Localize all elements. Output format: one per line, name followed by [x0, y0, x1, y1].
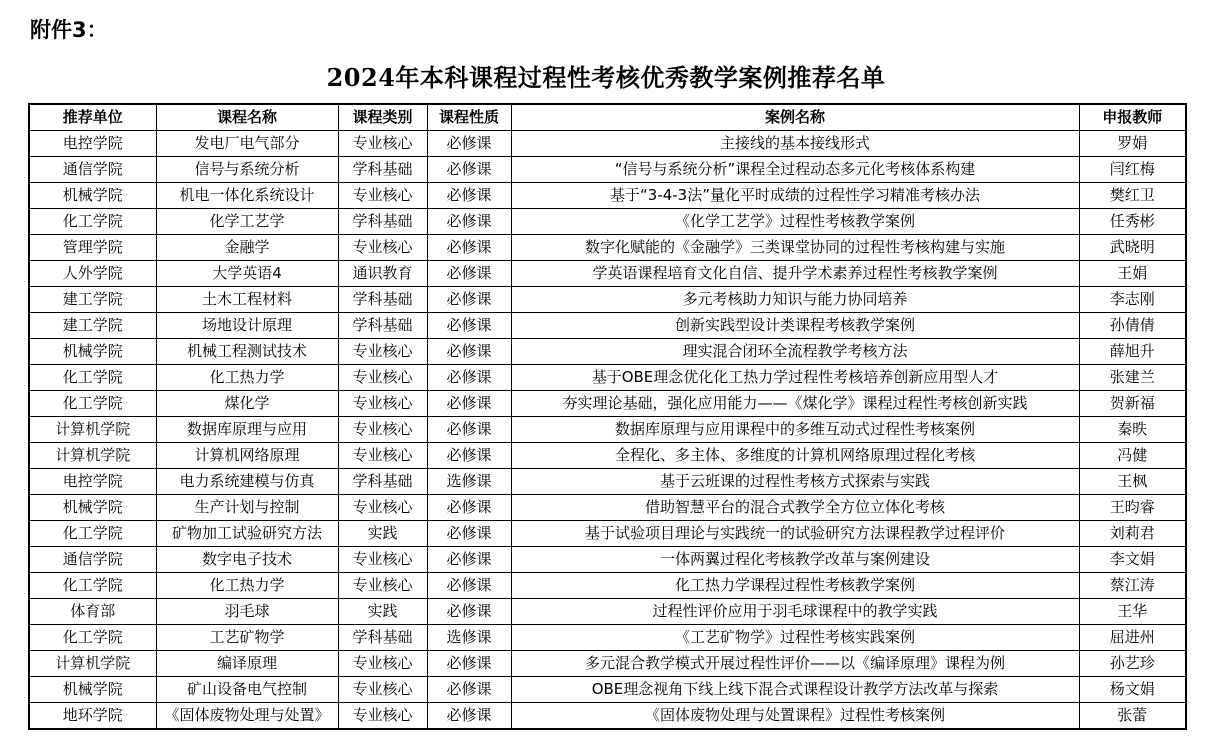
table-cell: 化工热力学课程过程性考核教学案例	[511, 573, 1079, 599]
table-cell: 人外学院	[29, 261, 156, 287]
table-cell: 土木工程材料	[156, 287, 338, 313]
table-cell: 学科基础	[338, 157, 427, 183]
table-cell: 地环学院	[29, 703, 156, 730]
table-cell: 基于OBE理念优化化工热力学过程性考核培养创新应用型人才	[511, 365, 1079, 391]
table-cell: 信号与系统分析	[156, 157, 338, 183]
table-cell: 王枫	[1079, 469, 1186, 495]
table-cell: 必修课	[427, 209, 511, 235]
table-cell: 任秀彬	[1079, 209, 1186, 235]
table-cell: 夯实理论基础，强化应用能力——《煤化学》课程过程性考核创新实践	[511, 391, 1079, 417]
table-cell: 闫红梅	[1079, 157, 1186, 183]
table-row	[29, 365, 1186, 391]
column-header: 推荐单位	[29, 104, 156, 131]
table-cell: 实践	[338, 521, 427, 547]
table-cell: 机电一体化系统设计	[156, 183, 338, 209]
table-cell: 计算机网络原理	[156, 443, 338, 469]
table-cell: 化工学院	[29, 209, 156, 235]
table-cell: 专业核心	[338, 365, 427, 391]
table-row	[29, 547, 1186, 573]
table-cell: 数据库原理与应用课程中的多维互动式过程性考核案例	[511, 417, 1079, 443]
table-cell: 理实混合闭环全流程教学考核方法	[511, 339, 1079, 365]
table-cell: 计算机学院	[29, 417, 156, 443]
table-cell: 必修课	[427, 521, 511, 547]
table-cell: 通信学院	[29, 547, 156, 573]
table-cell: 杨文娟	[1079, 677, 1186, 703]
table-cell: 数字化赋能的《金融学》三类课堂协同的过程性考核构建与实施	[511, 235, 1079, 261]
table-cell: 王华	[1079, 599, 1186, 625]
table-cell: 建工学院	[29, 287, 156, 313]
table-cell: 通信学院	[29, 157, 156, 183]
table-cell: 化工学院	[29, 391, 156, 417]
page-title: 2024年本科课程过程性考核优秀教学案例推荐名单	[326, 63, 886, 92]
table-row	[29, 339, 1186, 365]
table-cell: OBE理念视角下线上线下混合式课程设计教学方法改革与探索	[511, 677, 1079, 703]
table-cell: 生产计划与控制	[156, 495, 338, 521]
table-cell: 王娟	[1079, 261, 1186, 287]
table-cell: 大学英语4	[156, 261, 338, 287]
table-cell: 学科基础	[338, 625, 427, 651]
table-cell: 必修课	[427, 599, 511, 625]
table-cell: 管理学院	[29, 235, 156, 261]
table-row	[29, 677, 1186, 703]
table-row	[29, 651, 1186, 677]
table-cell: 基于“3-4-3法”量化平时成绩的过程性学习精准考核办法	[511, 183, 1079, 209]
table-cell: 刘莉君	[1079, 521, 1186, 547]
table-cell: 张蕾	[1079, 703, 1186, 730]
table-cell: 电力系统建模与仿真	[156, 469, 338, 495]
table-cell: 张建兰	[1079, 365, 1186, 391]
table-cell: 场地设计原理	[156, 313, 338, 339]
table-cell: 李志刚	[1079, 287, 1186, 313]
table-cell: 罗娟	[1079, 131, 1186, 157]
table-cell: 必修课	[427, 365, 511, 391]
table-cell: 化学工艺学	[156, 209, 338, 235]
table-cell: 借助智慧平台的混合式教学全方位立体化考核	[511, 495, 1079, 521]
table-cell: 学科基础	[338, 287, 427, 313]
table-cell: 学英语课程培育文化自信、提升学术素养过程性考核教学案例	[511, 261, 1079, 287]
table-cell: 必修课	[427, 339, 511, 365]
table-cell: 专业核心	[338, 495, 427, 521]
table-cell: 基于试验项目理论与实践统一的试验研究方法课程教学过程评价	[511, 521, 1079, 547]
column-header: 课程类别	[338, 104, 427, 131]
table-cell: 羽毛球	[156, 599, 338, 625]
table-cell: 机械学院	[29, 339, 156, 365]
table-cell: 金融学	[156, 235, 338, 261]
table-cell: 李文娟	[1079, 547, 1186, 573]
recommendation-table	[28, 103, 1187, 730]
table-row	[29, 443, 1186, 469]
table-cell: 工艺矿物学	[156, 625, 338, 651]
table-cell: 多元考核助力知识与能力协同培养	[511, 287, 1079, 313]
table-cell: 化工学院	[29, 521, 156, 547]
table-cell: 屈进州	[1079, 625, 1186, 651]
table-cell: 《固体废物处理与处置课程》过程性考核案例	[511, 703, 1079, 730]
table-cell: 计算机学院	[29, 651, 156, 677]
table-cell: 化工学院	[29, 573, 156, 599]
table-cell: 专业核心	[338, 131, 427, 157]
table-cell: 主接线的基本接线形式	[511, 131, 1079, 157]
table-cell: 专业核心	[338, 417, 427, 443]
table-cell: 专业核心	[338, 183, 427, 209]
column-header: 课程名称	[156, 104, 338, 131]
table-cell: 化工热力学	[156, 365, 338, 391]
table-row	[29, 261, 1186, 287]
table-cell: 必修课	[427, 261, 511, 287]
table-cell: 王昀睿	[1079, 495, 1186, 521]
table-row	[29, 287, 1186, 313]
table-row	[29, 469, 1186, 495]
table-cell: 必修课	[427, 417, 511, 443]
column-header: 申报教师	[1079, 104, 1186, 131]
table-cell: 必修课	[427, 183, 511, 209]
table-row	[29, 573, 1186, 599]
table-cell: 必修课	[427, 703, 511, 730]
table-cell: 发电厂电气部分	[156, 131, 338, 157]
table-cell: 必修课	[427, 157, 511, 183]
table-cell: 全程化、多主体、多维度的计算机网络原理过程化考核	[511, 443, 1079, 469]
table-cell: 数据库原理与应用	[156, 417, 338, 443]
table-cell: 体育部	[29, 599, 156, 625]
table-cell: 《固体废物处理与处置》	[156, 703, 338, 730]
table-row	[29, 183, 1186, 209]
table-cell: 专业核心	[338, 677, 427, 703]
table-cell: 必修课	[427, 573, 511, 599]
table-cell: 选修课	[427, 469, 511, 495]
table-cell: 薛旭升	[1079, 339, 1186, 365]
table-cell: 电控学院	[29, 131, 156, 157]
table-cell: 电控学院	[29, 469, 156, 495]
table-cell: 学科基础	[338, 313, 427, 339]
table-cell: 编译原理	[156, 651, 338, 677]
table-cell: 孙艺珍	[1079, 651, 1186, 677]
table-cell: 专业核心	[338, 547, 427, 573]
table-cell: 机械学院	[29, 495, 156, 521]
table-cell: 数字电子技术	[156, 547, 338, 573]
table-cell: 必修课	[427, 651, 511, 677]
table-cell: 专业核心	[338, 339, 427, 365]
table-row	[29, 391, 1186, 417]
table-row	[29, 313, 1186, 339]
table-cell: 孙倩倩	[1079, 313, 1186, 339]
table-cell: 专业核心	[338, 573, 427, 599]
table-row	[29, 157, 1186, 183]
table-row	[29, 599, 1186, 625]
table-row	[29, 703, 1186, 730]
table-row	[29, 417, 1186, 443]
table-row	[29, 209, 1186, 235]
table-cell: 秦昳	[1079, 417, 1186, 443]
table-cell: 专业核心	[338, 651, 427, 677]
table-cell: 必修课	[427, 677, 511, 703]
table-cell: 冯健	[1079, 443, 1186, 469]
table-cell: 机械学院	[29, 183, 156, 209]
column-header: 课程性质	[427, 104, 511, 131]
table-row	[29, 625, 1186, 651]
table-cell: 机械学院	[29, 677, 156, 703]
table-row	[29, 235, 1186, 261]
table-cell: 必修课	[427, 391, 511, 417]
table-cell: 学科基础	[338, 209, 427, 235]
table-body	[29, 131, 1186, 730]
table-cell: 实践	[338, 599, 427, 625]
table-cell: 专业核心	[338, 391, 427, 417]
table-cell: 化工学院	[29, 625, 156, 651]
table-cell: 蔡江涛	[1079, 573, 1186, 599]
table-cell: 选修课	[427, 625, 511, 651]
table-cell: 过程性评价应用于羽毛球课程中的教学实践	[511, 599, 1079, 625]
table-cell: 化工热力学	[156, 573, 338, 599]
table-cell: 煤化学	[156, 391, 338, 417]
table-cell: 樊红卫	[1079, 183, 1186, 209]
table-cell: “信号与系统分析”课程全过程动态多元化考核体系构建	[511, 157, 1079, 183]
table-cell: 一体两翼过程化考核教学改革与案例建设	[511, 547, 1079, 573]
table-cell: 机械工程测试技术	[156, 339, 338, 365]
table-cell: 必修课	[427, 131, 511, 157]
header-row	[29, 104, 1186, 131]
table-cell: 化工学院	[29, 365, 156, 391]
table-cell: 专业核心	[338, 443, 427, 469]
table-cell: 建工学院	[29, 313, 156, 339]
table-cell: 必修课	[427, 313, 511, 339]
table-cell: 通识教育	[338, 261, 427, 287]
column-header: 案例名称	[511, 104, 1079, 131]
table-cell: 多元混合教学模式开展过程性评价——以《编译原理》课程为例	[511, 651, 1079, 677]
table-cell: 必修课	[427, 443, 511, 469]
table-cell: 必修课	[427, 235, 511, 261]
attachment-label: 附件3：	[30, 18, 108, 42]
table-row	[29, 521, 1186, 547]
table-cell: 创新实践型设计类课程考核教学案例	[511, 313, 1079, 339]
table-cell: 专业核心	[338, 235, 427, 261]
table-cell: 必修课	[427, 547, 511, 573]
table-row	[29, 495, 1186, 521]
table-cell: 必修课	[427, 287, 511, 313]
table-cell: 学科基础	[338, 469, 427, 495]
table-cell: 矿物加工试验研究方法	[156, 521, 338, 547]
table-cell: 矿山设备电气控制	[156, 677, 338, 703]
table-cell: 《化学工艺学》过程性考核教学案例	[511, 209, 1079, 235]
table-cell: 武晓明	[1079, 235, 1186, 261]
table-cell: 贺新福	[1079, 391, 1186, 417]
table-cell: 必修课	[427, 495, 511, 521]
table-cell: 《工艺矿物学》过程性考核实践案例	[511, 625, 1079, 651]
table-cell: 专业核心	[338, 703, 427, 730]
table-cell: 基于云班课的过程性考核方式探索与实践	[511, 469, 1079, 495]
table-cell: 计算机学院	[29, 443, 156, 469]
table-row	[29, 131, 1186, 157]
